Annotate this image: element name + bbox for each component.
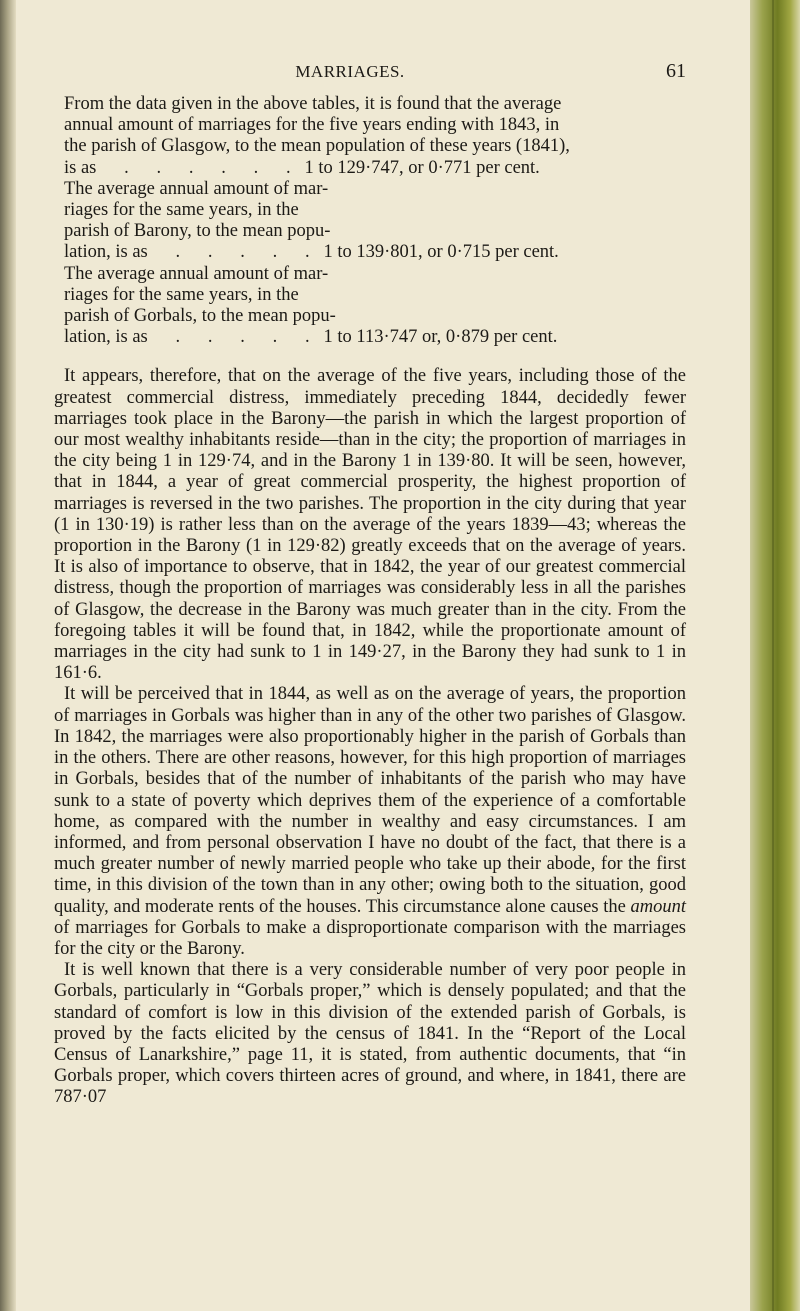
text-line: riages for the same years, in the (64, 200, 299, 221)
paragraph-text: It will be perceived that in 1844, as well as on the average of years, the proportion of marriages in Gorbals was higher than in any of the other two parishes of Glasgow. In 1842, the marriages were also proportionably higher in the parish of Gorbals than in the others. There are other reasons, however, for this high proportion of marriages in Gorbals, besides that of the number of inhabitants of the parish who may have sunk to a state of poverty which deprives them of the experience of a comfortable home, as compared with the number in wealthy and easy circumstances. I am informed, and from personal observation I have no doubt of the fact, that there is a much greater number of newly married people who take up their abode, for the first time, in this division of the town than in any other; owing both to the situation, good quality, and moderate rents of the houses. This circumstance alone causes the (54, 684, 686, 917)
text-line: From the data given in the above tables, it is found that the average (64, 94, 562, 114)
text-line: lation, is as . . . . . 1 to 113·747 or, 0·879 per cent. (64, 327, 558, 348)
ratio-block-glasgow (64, 94, 686, 179)
page-body (54, 94, 686, 1109)
text-line: lation, is as . . . . . 1 to 139·801, or 0·715 per cent. (64, 242, 559, 263)
emphasis-amount: amount (630, 896, 687, 917)
page-left-edge (0, 0, 16, 1311)
paragraph-text: of marriages for Gorbals to make a disproportionate comparison with the marriages for the city or the Barony. (54, 917, 686, 959)
text-line: is as . . . . . . 1 to 129·747, or 0·771 per cent. (64, 157, 540, 178)
text-line: riages for the same years, in the (64, 284, 299, 305)
book-fore-edge (750, 0, 800, 1311)
paragraph-commercial-distress: It appears, therefore, that on the average of the five years, including those of the greatest commercial distress, immediately preceding 1844, decidedly fewer marriages took place in the Barony—the parish in which the largest proportion of our most wealthy inhabitants reside—than in the city; the proportion of marriages in the city being 1 in 129·74, and in the Barony 1 in 139·80. It will be seen, however, that in 1844, a year of great commercial prosperity, the highest proportion of marriages is reversed in the two parishes. The proportion in the city during that year (1 in 130·19) is rather less than on the average of the years 1839—43; whereas the proportion in the Barony (1 in 129·82) greatly exceeds that on the average of years. It is also of importance to observe, that in 1842, the year of our greatest commercial distress, though the proportion of marriages was considerably less in all the parishes of Glasgow, the decrease in the Barony was much greater than in the city. From the foregoing tables it will be found that, in 1842, while the proportionate amount of marriages in the city had sunk to 1 in 149·27, in the Barony they had sunk to 1 in 161·6. (54, 366, 686, 684)
ratio-block-barony (64, 179, 686, 264)
page-number: 61 (666, 60, 686, 82)
paragraph-gorbals-poverty: It is well known that there is a very considerable number of very poor people in Gorbals, particularly in “Gorbals proper,” which is densely populated; and that the standard of comfort is low in this division of the extended parish of Gorbals, is proved by the facts elicited by the census of 1841. In the “Report of the Local Census of Lanarkshire,” page 11, it is stated, from authentic documents, that “in Gorbals proper, which covers thirteen acres of ground, and where, in 1841, there are 787·07 (54, 960, 686, 1108)
fore-edge-line (772, 0, 774, 1311)
section-gap (54, 348, 686, 366)
text-line: parish of Gorbals, to the mean popu- (64, 306, 336, 327)
running-title: MARRIAGES. (295, 62, 405, 81)
text-line: The average annual amount of mar- (64, 263, 329, 284)
page-header (54, 62, 686, 86)
paragraph-gorbals-proportion (54, 684, 686, 960)
ratio-block-gorbals (64, 264, 686, 349)
text-line: annual amount of marriages for the five years ending with 1843, in (64, 115, 560, 136)
text-line: The average annual amount of mar- (64, 178, 329, 199)
text-line: the parish of Glasgow, to the mean population of these years (1841), (64, 136, 570, 157)
text-line: parish of Barony, to the mean popu- (64, 221, 331, 242)
